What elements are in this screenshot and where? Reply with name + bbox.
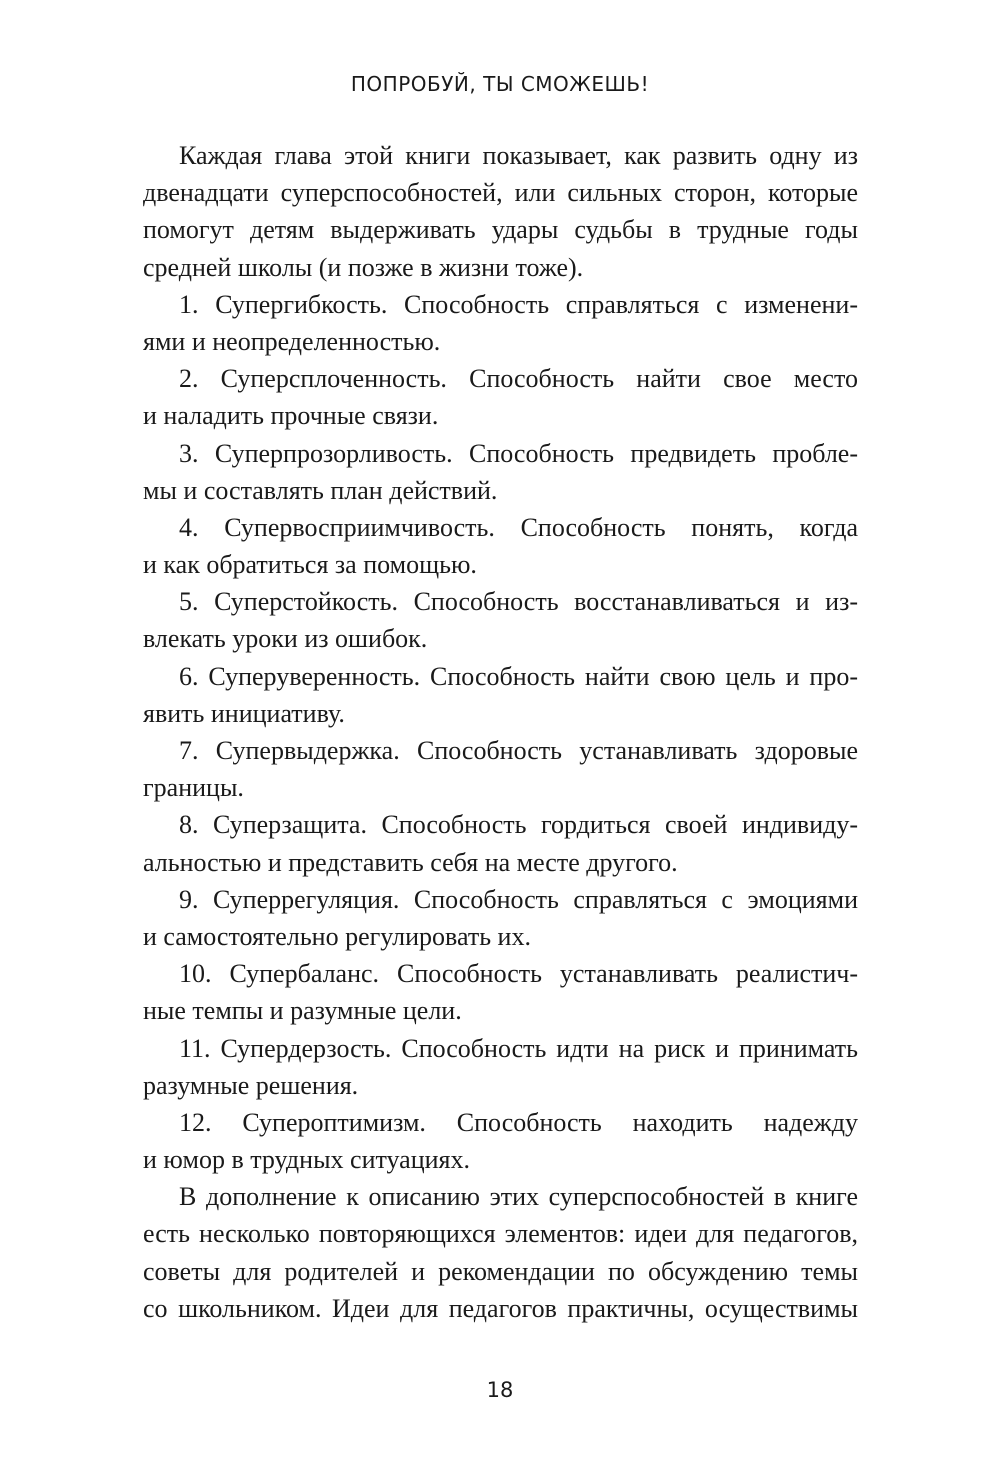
text-line: ями и неопределенностью. (143, 326, 441, 356)
text-line: 9. Суперрегуляция. Способность справляться с эмоциями (179, 884, 858, 914)
running-head: ПОПРОБУЙ, ТЫ СМОЖЕШЬ! (350, 72, 650, 96)
text-line: границы. (143, 773, 244, 803)
text-line: есть несколько повторяющихся элементов: идеи для педагогов, (143, 1219, 858, 1249)
text-line: помогут детям выдерживать удары судьбы в трудные годы (143, 215, 858, 245)
text-line: В дополнение к описанию этих суперспособностей в книге (179, 1182, 858, 1212)
text-line: 3. Суперпрозорливость. Способность предвидеть пробле- (179, 438, 858, 468)
text-line: 11. Супердерзость. Способность идти на риск и принимать (179, 1033, 858, 1063)
text-line: 12. Супероптимизм. Способность находить надежду (179, 1107, 858, 1137)
text-line: Каждая глава этой книги показывает, как развить одну из (179, 141, 858, 170)
page-number: 18 (486, 1378, 514, 1402)
text-line: и самостоятельно регулировать их. (143, 921, 531, 951)
text-line: двенадцати суперспособностей, или сильных сторон, которые (143, 178, 858, 208)
text-line: явить инициативу. (143, 698, 345, 728)
text-line: ные темпы и разумные цели. (143, 996, 462, 1026)
text-line: 2. Суперсплоченность. Способность найти свое место (179, 364, 858, 394)
text-line: 8. Суперзащита. Способность гордиться своей индивиду- (179, 810, 858, 840)
text-line: со школьником. Идеи для педагогов практичны, осуществимы (143, 1293, 858, 1323)
text-line: 10. Супербаланс. Способность устанавливать реалистич- (179, 959, 858, 989)
text-line: 4. Супервосприимчивость. Способность понять, когда (179, 512, 858, 542)
text-line: влекать уроки из ошибок. (143, 624, 428, 654)
text-line: 6. Суперуверенность. Способность найти свою цель и про- (179, 661, 858, 691)
text-line: 1. Супергибкость. Способность справляться с изменени- (179, 289, 858, 319)
text-line: и наладить прочные связи. (143, 401, 439, 431)
text-line: и юмор в трудных ситуациях. (143, 1145, 470, 1175)
text-line: 5. Суперстойкость. Способность восстанавливаться и из- (179, 587, 858, 617)
body-text (143, 137, 858, 1327)
text-line: средней школы (и позже в жизни тоже). (143, 252, 584, 282)
text-line: советы для родителей и рекомендации по обсуждению темы (143, 1256, 858, 1286)
text-line: разумные решения. (143, 1070, 359, 1100)
text-line: альностью и представить себя на месте другого. (143, 847, 678, 877)
text-line: 7. Супервыдержка. Способность устанавливать здоровые (179, 736, 858, 765)
text-line: и как обратиться за помощью. (143, 550, 477, 580)
text-line: мы и составлять план действий. (143, 475, 498, 505)
